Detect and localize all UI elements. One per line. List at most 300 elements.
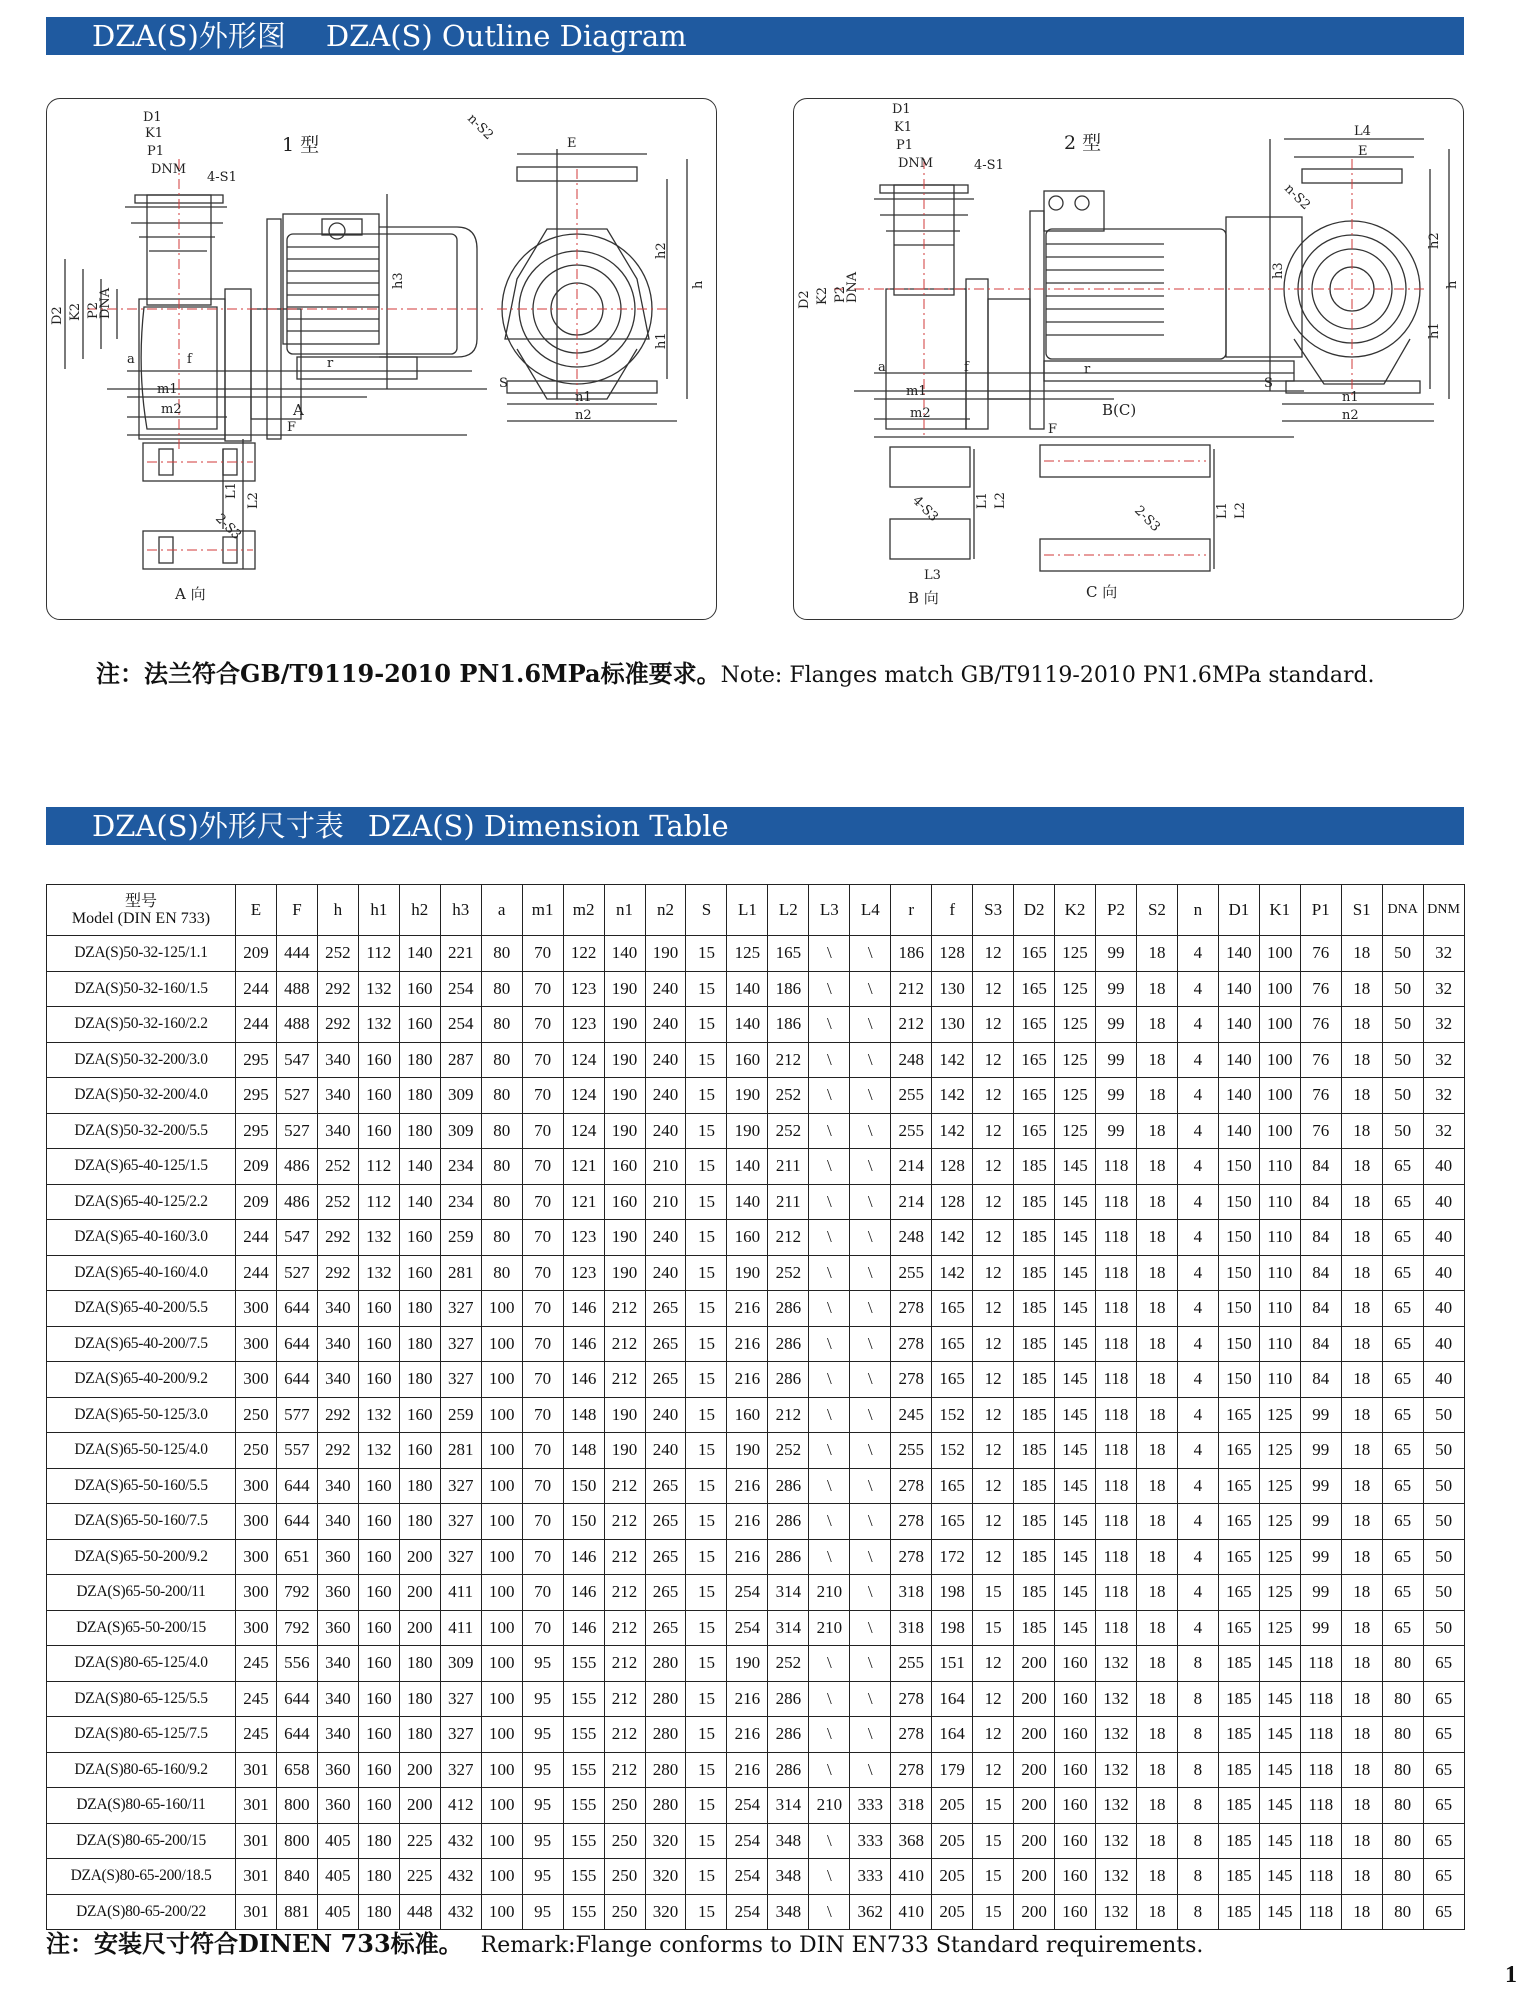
table-cell: 8	[1177, 1646, 1218, 1682]
table-cell: 165	[1218, 1575, 1259, 1611]
table-cell: 65	[1382, 1291, 1423, 1327]
table-cell: 18	[1341, 1504, 1382, 1540]
table-cell: 180	[399, 1504, 440, 1540]
table-cell: 12	[973, 1007, 1014, 1043]
table-cell: 190	[604, 1113, 645, 1149]
table-cell: 118	[1300, 1894, 1341, 1930]
svg-text:4-S3: 4-S3	[909, 493, 941, 525]
table-cell: 180	[399, 1113, 440, 1149]
table-cell: 165	[932, 1291, 973, 1327]
table-cell: 18	[1136, 1610, 1177, 1646]
table-cell: 18	[1341, 1539, 1382, 1575]
table-cell: 200	[1014, 1823, 1055, 1859]
table-cell: 301	[236, 1894, 277, 1930]
table-cell: 18	[1341, 1291, 1382, 1327]
table-cell: 160	[358, 1468, 399, 1504]
table-cell: 142	[932, 1113, 973, 1149]
table-cell: 278	[891, 1539, 932, 1575]
table-cell: 185	[1014, 1575, 1055, 1611]
table-cell: 327	[440, 1326, 481, 1362]
table-cell: 214	[891, 1149, 932, 1185]
table-cell: 255	[891, 1646, 932, 1682]
svg-text:n2: n2	[1342, 408, 1359, 423]
table-cell: 18	[1341, 1681, 1382, 1717]
table-cell: 140	[1218, 1042, 1259, 1078]
table-cell: 488	[276, 1007, 317, 1043]
table-cell: 165	[1218, 1397, 1259, 1433]
table-cell: 278	[891, 1717, 932, 1753]
table-cell: 99	[1096, 1078, 1137, 1114]
table-cell: 165	[1014, 1007, 1055, 1043]
table-cell: 318	[891, 1788, 932, 1824]
svg-text:P2: P2	[833, 285, 848, 303]
table-cell: 140	[399, 936, 440, 972]
table-cell: 15	[686, 1717, 727, 1753]
table-cell: 644	[276, 1362, 317, 1398]
table-cell: 70	[522, 1255, 563, 1291]
table-cell: 80	[1382, 1788, 1423, 1824]
table-cell: 130	[932, 1007, 973, 1043]
table-cell: \	[850, 1646, 891, 1682]
table-cell: 486	[276, 1149, 317, 1185]
table-cell: 32	[1423, 1007, 1464, 1043]
table-cell: \	[850, 1149, 891, 1185]
column-header: DNA	[1382, 885, 1423, 936]
table-cell: 155	[563, 1646, 604, 1682]
table-cell: 70	[522, 1504, 563, 1540]
table-cell: \	[850, 1113, 891, 1149]
table-cell: 200	[1014, 1788, 1055, 1824]
dimension-title-cn: DZA(S)外形尺寸表	[92, 809, 344, 843]
table-cell: 100	[481, 1894, 522, 1930]
table-cell: 50	[1382, 1042, 1423, 1078]
table-cell: 200	[1014, 1646, 1055, 1682]
table-cell: 18	[1341, 1220, 1382, 1256]
table-cell: 286	[768, 1468, 809, 1504]
table-cell: 320	[645, 1859, 686, 1895]
table-cell: 244	[236, 1255, 277, 1291]
table-row	[47, 1042, 1465, 1078]
table-cell: 122	[563, 936, 604, 972]
table-cell: 145	[1055, 1397, 1096, 1433]
table-cell: 185	[1014, 1255, 1055, 1291]
table-cell: 40	[1423, 1255, 1464, 1291]
table-cell: 412	[440, 1788, 481, 1824]
table-row	[47, 1397, 1465, 1433]
table-cell: 18	[1341, 1326, 1382, 1362]
table-cell: \	[850, 1575, 891, 1611]
table-cell: 18	[1341, 1433, 1382, 1469]
table-cell: 100	[481, 1717, 522, 1753]
table-cell: 287	[440, 1042, 481, 1078]
table-cell: 12	[973, 1397, 1014, 1433]
table-cell: 265	[645, 1504, 686, 1540]
table-cell: 160	[358, 1291, 399, 1327]
table-cell: 278	[891, 1291, 932, 1327]
table-cell: 150	[1218, 1362, 1259, 1398]
table-cell: 411	[440, 1610, 481, 1646]
table-cell: 250	[604, 1823, 645, 1859]
table-cell: 100	[481, 1362, 522, 1398]
table-cell: 292	[317, 1007, 358, 1043]
table-cell: 165	[1218, 1433, 1259, 1469]
column-header: r	[891, 885, 932, 936]
table-cell: 557	[276, 1433, 317, 1469]
table-cell: 280	[645, 1646, 686, 1682]
table-cell: 405	[317, 1894, 358, 1930]
model-cell: DZA(S)50-32-200/3.0	[47, 1042, 236, 1078]
table-cell: 8	[1177, 1752, 1218, 1788]
table-cell: 125	[1055, 971, 1096, 1007]
table-cell: 99	[1300, 1397, 1341, 1433]
svg-text:m2: m2	[161, 402, 182, 417]
table-cell: \	[850, 1042, 891, 1078]
table-cell: 340	[317, 1468, 358, 1504]
table-cell: 140	[727, 1007, 768, 1043]
table-cell: 240	[645, 1113, 686, 1149]
table-cell: 100	[481, 1646, 522, 1682]
table-cell: 160	[358, 1326, 399, 1362]
table-cell: 165	[1218, 1468, 1259, 1504]
table-cell: \	[809, 1433, 850, 1469]
table-cell: 185	[1218, 1681, 1259, 1717]
table-cell: 185	[1014, 1362, 1055, 1398]
table-cell: 65	[1382, 1184, 1423, 1220]
svg-text:L1: L1	[975, 492, 990, 509]
flange-note-en: Note: Flanges match GB/T9119-2010 PN1.6MPa standard.	[720, 663, 1375, 688]
table-cell: 145	[1259, 1894, 1300, 1930]
table-cell: 12	[973, 1433, 1014, 1469]
table-cell: 18	[1136, 1433, 1177, 1469]
table-cell: 278	[891, 1326, 932, 1362]
table-cell: 118	[1300, 1752, 1341, 1788]
svg-text:n1: n1	[1342, 390, 1359, 405]
table-cell: \	[809, 1220, 850, 1256]
model-cell: DZA(S)50-32-200/4.0	[47, 1078, 236, 1114]
table-cell: 99	[1096, 1007, 1137, 1043]
table-cell: 140	[399, 1184, 440, 1220]
table-cell: 160	[399, 1255, 440, 1291]
column-header: D2	[1014, 885, 1055, 936]
table-cell: 286	[768, 1504, 809, 1540]
outline-title-cn: DZA(S)外形图	[92, 19, 286, 53]
table-cell: 112	[358, 936, 399, 972]
table-cell: 132	[1096, 1717, 1137, 1753]
table-cell: 248	[891, 1042, 932, 1078]
table-cell: 281	[440, 1255, 481, 1291]
table-cell: 146	[563, 1326, 604, 1362]
column-header: m2	[563, 885, 604, 936]
table-cell: 212	[604, 1362, 645, 1398]
table-cell: \	[850, 1468, 891, 1504]
table-cell: 140	[727, 1184, 768, 1220]
model-cell: DZA(S)50-32-200/5.5	[47, 1113, 236, 1149]
table-cell: 80	[481, 1007, 522, 1043]
table-cell: 142	[932, 1255, 973, 1291]
table-cell: 110	[1259, 1255, 1300, 1291]
table-cell: 240	[645, 1433, 686, 1469]
table-cell: 4	[1177, 1610, 1218, 1646]
table-cell: 190	[645, 936, 686, 972]
table-cell: 12	[973, 1646, 1014, 1682]
table-cell: 140	[727, 1149, 768, 1185]
table-cell: 65	[1423, 1894, 1464, 1930]
table-cell: 70	[522, 1149, 563, 1185]
table-cell: 160	[1055, 1788, 1096, 1824]
table-row	[47, 1752, 1465, 1788]
table-cell: 132	[358, 1220, 399, 1256]
table-cell: 4	[1177, 1433, 1218, 1469]
table-cell: 252	[768, 1646, 809, 1682]
table-cell: 300	[236, 1468, 277, 1504]
table-cell: 18	[1136, 1220, 1177, 1256]
table-cell: 577	[276, 1397, 317, 1433]
column-header: m1	[522, 885, 563, 936]
table-cell: 190	[727, 1646, 768, 1682]
table-cell: 212	[768, 1397, 809, 1433]
table-cell: 432	[440, 1859, 481, 1895]
table-cell: 155	[563, 1823, 604, 1859]
table-cell: 160	[358, 1042, 399, 1078]
table-row	[47, 1113, 1465, 1149]
table-cell: 18	[1136, 1326, 1177, 1362]
table-cell: 160	[358, 1752, 399, 1788]
model-cell: DZA(S)65-40-200/5.5	[47, 1291, 236, 1327]
table-cell: 145	[1055, 1539, 1096, 1575]
table-cell: 118	[1096, 1610, 1137, 1646]
table-cell: 152	[932, 1433, 973, 1469]
column-header: L2	[768, 885, 809, 936]
table-cell: 145	[1259, 1823, 1300, 1859]
table-cell: 95	[522, 1752, 563, 1788]
table-cell: 190	[604, 1042, 645, 1078]
table-cell: \	[809, 1113, 850, 1149]
table-cell: 252	[768, 1078, 809, 1114]
model-header-cn: 型号	[124, 893, 157, 910]
table-cell: \	[850, 1681, 891, 1717]
table-cell: 180	[399, 1468, 440, 1504]
table-cell: 160	[358, 1539, 399, 1575]
table-cell: 76	[1300, 936, 1341, 972]
model-cell: DZA(S)80-65-200/15	[47, 1823, 236, 1859]
column-header: n	[1177, 885, 1218, 936]
table-cell: 165	[932, 1326, 973, 1362]
table-cell: 4	[1177, 1362, 1218, 1398]
table-cell: 100	[1259, 936, 1300, 972]
table-cell: 234	[440, 1149, 481, 1185]
table-cell: 18	[1341, 1717, 1382, 1753]
table-cell: 124	[563, 1078, 604, 1114]
table-cell: 200	[399, 1575, 440, 1611]
table-cell: 300	[236, 1291, 277, 1327]
table-cell: 99	[1300, 1504, 1341, 1540]
table-cell: 225	[399, 1823, 440, 1859]
svg-text:K2: K2	[815, 287, 830, 305]
arrow-bc-label: B(C)	[1102, 401, 1137, 419]
table-cell: 160	[399, 1007, 440, 1043]
table-cell: 240	[645, 1397, 686, 1433]
table-cell: \	[850, 1433, 891, 1469]
table-cell: 160	[358, 1113, 399, 1149]
svg-text:h: h	[1445, 280, 1460, 289]
table-cell: 200	[399, 1610, 440, 1646]
table-cell: 146	[563, 1539, 604, 1575]
table-cell: 118	[1096, 1255, 1137, 1291]
table-cell: 165	[932, 1504, 973, 1540]
table-cell: 314	[768, 1788, 809, 1824]
table-cell: 881	[276, 1894, 317, 1930]
table-cell: 65	[1382, 1149, 1423, 1185]
svg-text:a: a	[878, 360, 886, 375]
table-cell: 70	[522, 1468, 563, 1504]
table-cell: 278	[891, 1752, 932, 1788]
table-cell: 360	[317, 1575, 358, 1611]
table-cell: 4	[1177, 1149, 1218, 1185]
table-cell: 80	[1382, 1859, 1423, 1895]
table-cell: 244	[236, 971, 277, 1007]
table-cell: 118	[1096, 1504, 1137, 1540]
table-cell: 212	[604, 1468, 645, 1504]
table-cell: 212	[891, 1007, 932, 1043]
table-cell: 198	[932, 1575, 973, 1611]
table-cell: 18	[1341, 1468, 1382, 1504]
table-body	[47, 936, 1465, 1930]
table-cell: 80	[481, 1042, 522, 1078]
table-cell: 100	[481, 1681, 522, 1717]
table-cell: 340	[317, 1291, 358, 1327]
table-cell: 286	[768, 1539, 809, 1575]
table-cell: 155	[563, 1788, 604, 1824]
table-cell: 145	[1055, 1255, 1096, 1291]
table-cell: 200	[1014, 1859, 1055, 1895]
table-cell: 320	[645, 1894, 686, 1930]
table-cell: 186	[768, 1007, 809, 1043]
table-cell: 125	[1259, 1468, 1300, 1504]
svg-text:L4: L4	[1354, 124, 1371, 139]
table-cell: 132	[358, 1433, 399, 1469]
table-cell: 527	[276, 1255, 317, 1291]
table-cell: 100	[1259, 971, 1300, 1007]
table-cell: 259	[440, 1220, 481, 1256]
table-cell: 292	[317, 1397, 358, 1433]
table-cell: 8	[1177, 1859, 1218, 1895]
table-cell: 65	[1423, 1823, 1464, 1859]
table-cell: 76	[1300, 1078, 1341, 1114]
model-cell: DZA(S)50-32-125/1.1	[47, 936, 236, 972]
table-cell: 125	[1055, 936, 1096, 972]
table-cell: 200	[1014, 1681, 1055, 1717]
column-header: E	[236, 885, 277, 936]
column-header: DNM	[1423, 885, 1464, 936]
table-cell: 216	[727, 1504, 768, 1540]
table-cell: 18	[1136, 1042, 1177, 1078]
table-cell: 216	[727, 1326, 768, 1362]
table-cell: \	[850, 936, 891, 972]
table-cell: 209	[236, 1184, 277, 1220]
table-cell: 118	[1096, 1539, 1137, 1575]
table-cell: 142	[932, 1078, 973, 1114]
table-cell: 50	[1382, 1113, 1423, 1149]
table-cell: 18	[1136, 1078, 1177, 1114]
svg-text:n-S2: n-S2	[1281, 181, 1313, 214]
column-header: f	[932, 885, 973, 936]
table-cell: 142	[932, 1042, 973, 1078]
model-cell: DZA(S)50-32-160/1.5	[47, 971, 236, 1007]
table-cell: 212	[604, 1681, 645, 1717]
table-cell: 118	[1096, 1575, 1137, 1611]
table-cell: 234	[440, 1184, 481, 1220]
table-cell: 80	[481, 1078, 522, 1114]
table-cell: 80	[1382, 1646, 1423, 1682]
table-cell: \	[809, 1078, 850, 1114]
table-cell: 250	[236, 1433, 277, 1469]
svg-text:h3: h3	[391, 272, 406, 289]
column-header: a	[481, 885, 522, 936]
column-header: h2	[399, 885, 440, 936]
table-cell: 292	[317, 1255, 358, 1291]
table-cell: 18	[1341, 971, 1382, 1007]
table-cell: \	[809, 1859, 850, 1895]
table-cell: 340	[317, 1504, 358, 1540]
table-cell: 148	[563, 1433, 604, 1469]
table-cell: 118	[1096, 1362, 1137, 1398]
table-cell: 216	[727, 1681, 768, 1717]
svg-text:L2: L2	[246, 492, 261, 509]
table-cell: 160	[727, 1220, 768, 1256]
table-cell: 212	[604, 1752, 645, 1788]
table-cell: 254	[727, 1788, 768, 1824]
table-cell: 150	[1218, 1220, 1259, 1256]
flange-note	[96, 654, 1375, 689]
svg-text:K1: K1	[145, 126, 163, 141]
model-cell: DZA(S)80-65-125/5.5	[47, 1681, 236, 1717]
table-cell: 110	[1259, 1220, 1300, 1256]
table-cell: \	[850, 1291, 891, 1327]
table-cell: 165	[768, 936, 809, 972]
table-cell: 132	[1096, 1681, 1137, 1717]
table-cell: 12	[973, 1184, 1014, 1220]
table-cell: 65	[1423, 1681, 1464, 1717]
table-cell: 15	[686, 1504, 727, 1540]
svg-text:h2: h2	[1427, 232, 1442, 249]
table-cell: 190	[727, 1078, 768, 1114]
table-cell: 185	[1014, 1291, 1055, 1327]
table-cell: 12	[973, 1681, 1014, 1717]
table-cell: 40	[1423, 1184, 1464, 1220]
column-header: F	[276, 885, 317, 936]
table-cell: 70	[522, 1610, 563, 1646]
model-header-en: Model (DIN EN 733)	[71, 910, 211, 927]
table-cell: 432	[440, 1823, 481, 1859]
table-row	[47, 936, 1465, 972]
svg-text:h: h	[691, 280, 706, 289]
table-cell: 100	[481, 1291, 522, 1327]
table-cell: 15	[686, 1788, 727, 1824]
table-cell: 18	[1341, 1610, 1382, 1646]
column-header: S1	[1341, 885, 1382, 936]
table-cell: 84	[1300, 1184, 1341, 1220]
table-cell: 130	[932, 971, 973, 1007]
table-cell: 100	[1259, 1078, 1300, 1114]
table-cell: 185	[1218, 1859, 1259, 1895]
table-cell: 70	[522, 1362, 563, 1398]
svg-text:L2: L2	[993, 492, 1008, 509]
table-cell: 179	[932, 1752, 973, 1788]
table-cell: 145	[1259, 1788, 1300, 1824]
table-cell: 140	[727, 971, 768, 1007]
table-cell: 180	[358, 1894, 399, 1930]
table-cell: 644	[276, 1504, 317, 1540]
